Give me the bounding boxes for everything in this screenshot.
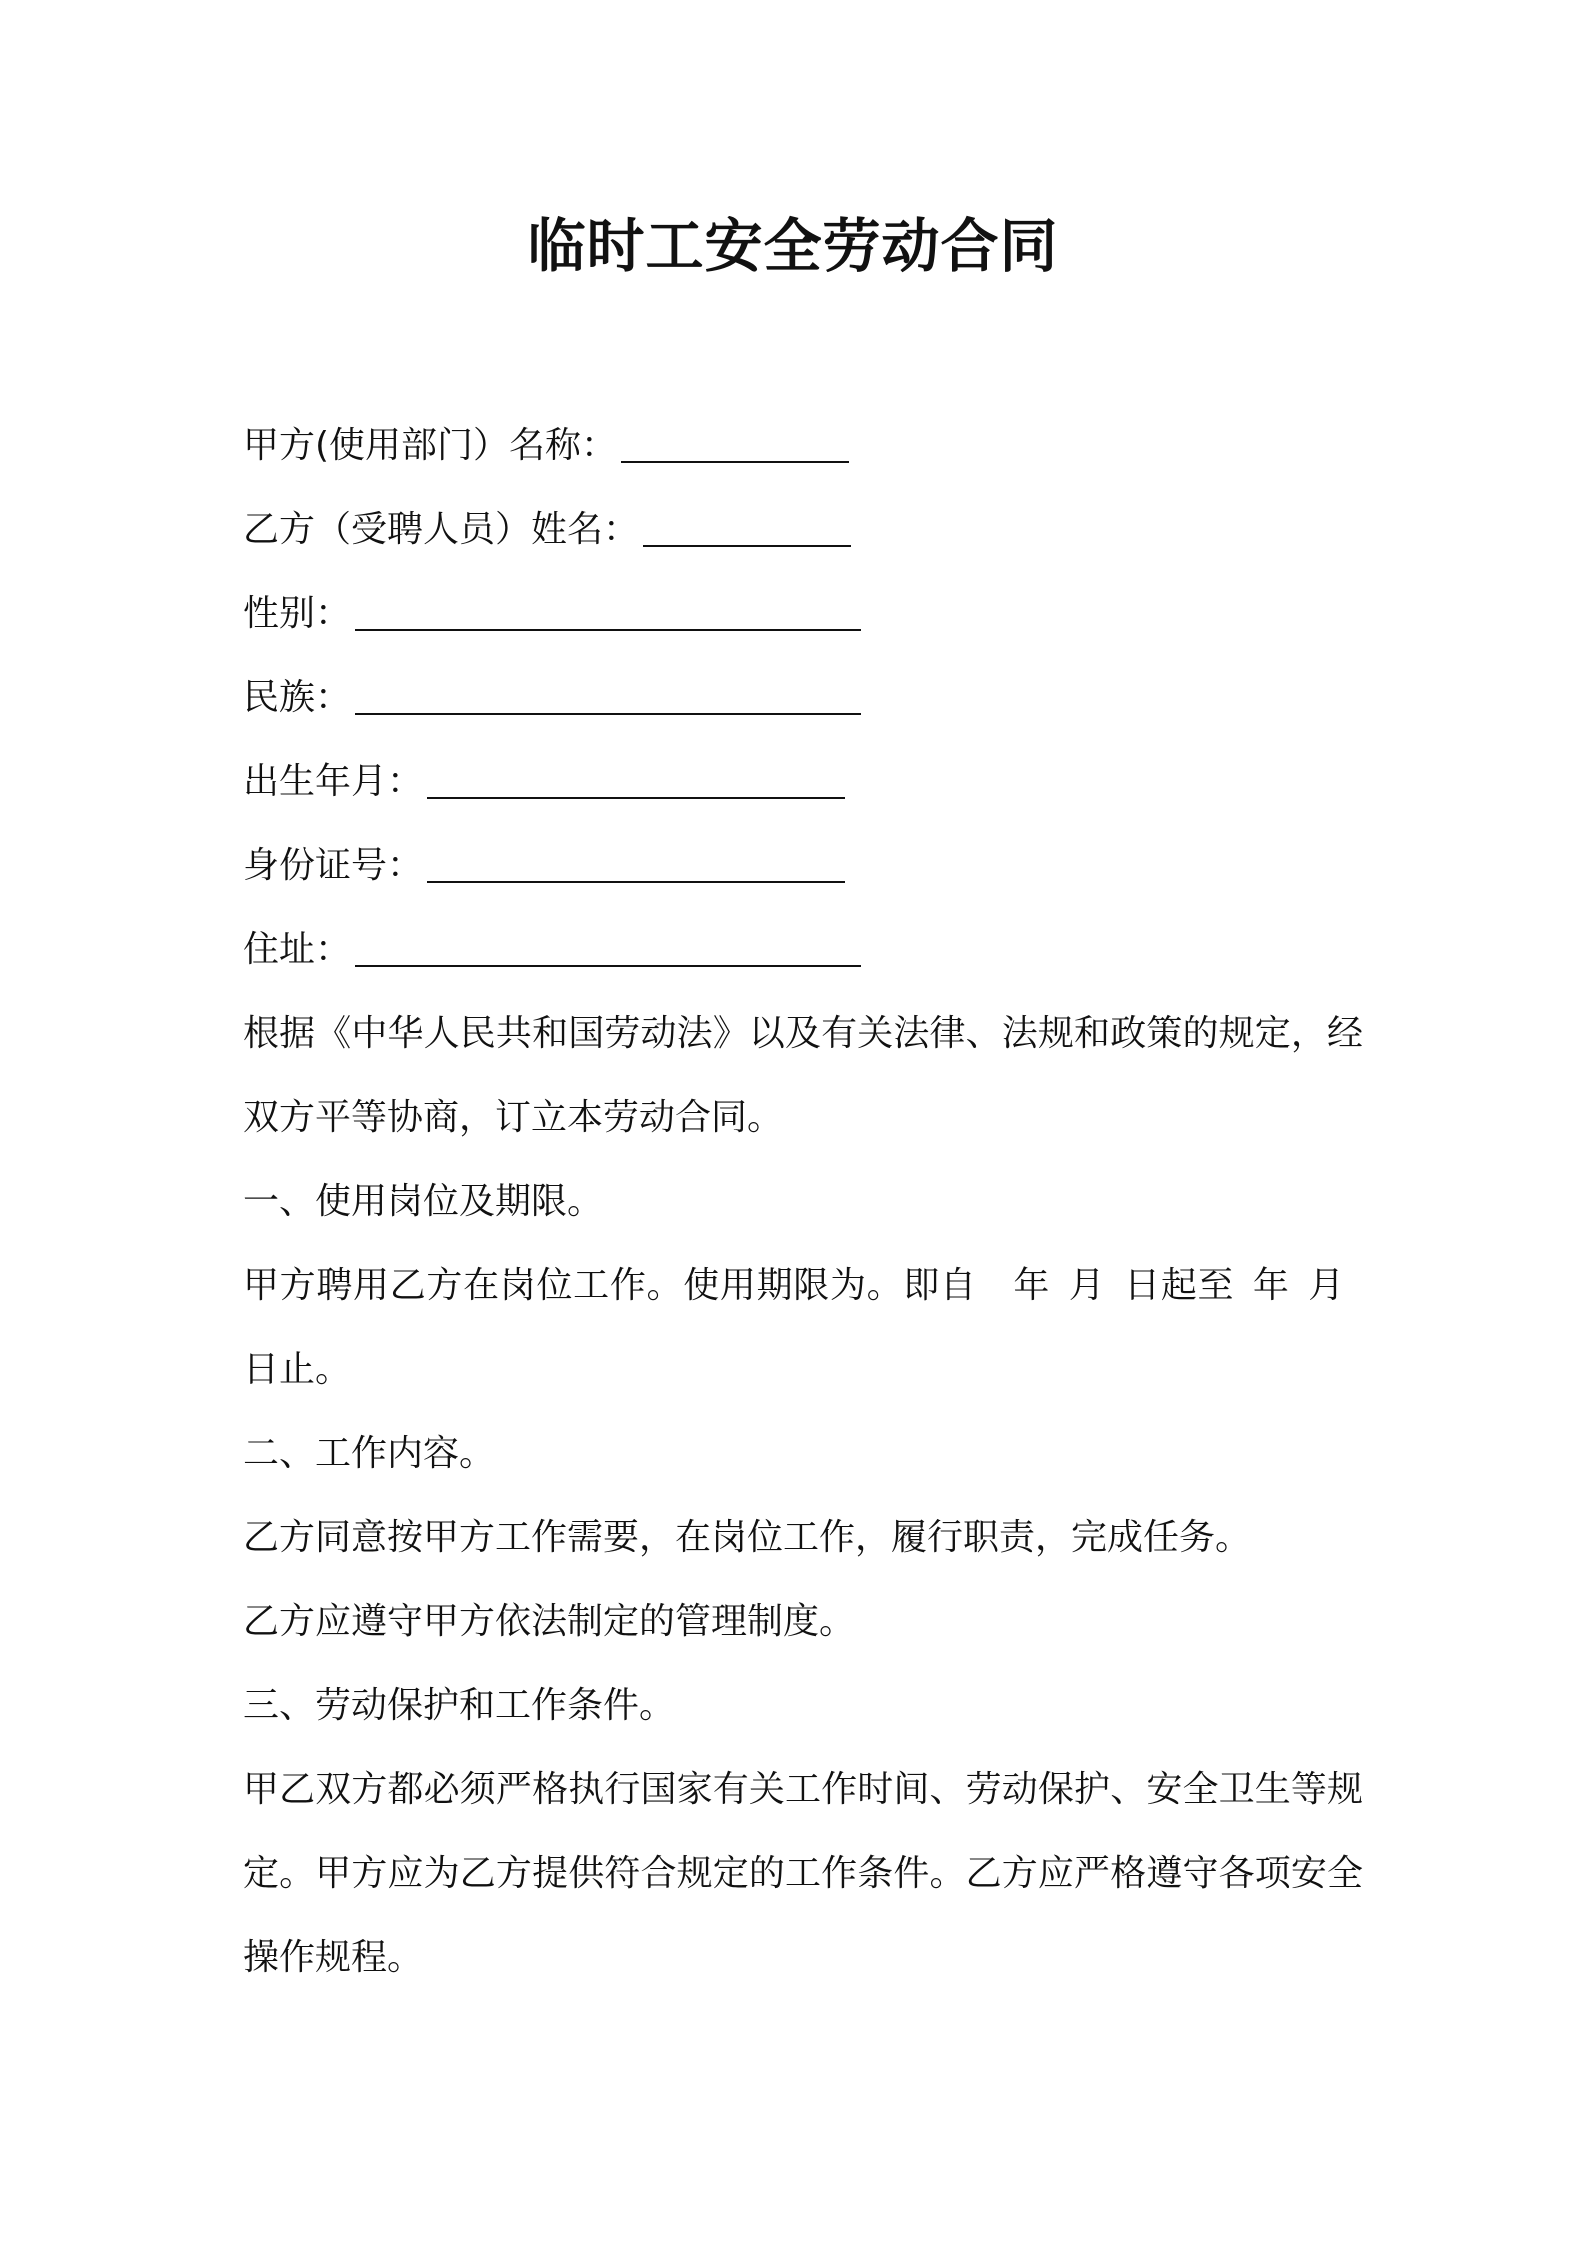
fill-in-blank[interactable] [355,599,861,631]
section-paragraph: 甲乙双方都必须严格执行国家有关工作时间、劳动保护、安全卫生等规定。甲方应为乙方提供符合规定的工作条件。乙方应严格遵守各项安全操作规程。 [243,1769,1363,1978]
field-gender [243,572,1363,656]
field-address [243,908,1363,992]
field-label: 性别： [243,593,352,634]
section-paragraph: 乙方同意按甲方工作需要，在岗位工作，履行职责，完成任务。 [243,1517,1252,1558]
fill-in-blank[interactable] [643,515,851,547]
field-party-a-name [243,404,1363,488]
section-paragraph: 乙方应遵守甲方依法制定的管理制度。 [243,1601,856,1642]
field-label: 住址： [243,929,352,970]
section-heading: 一、使用岗位及期限。 [243,1181,604,1222]
field-birth-date [243,740,1363,824]
field-label: 身份证号： [243,845,424,886]
fill-in-blank[interactable] [355,683,861,715]
field-label: 甲方(使用部门）名称： [243,425,618,466]
document-title: 临时工安全劳动合同 [527,212,1059,280]
field-label: 民族： [243,677,352,718]
field-ethnicity [243,656,1363,740]
field-id-number [243,824,1363,908]
intro-paragraph: 根据《中华人民共和国劳动法》以及有关法律、法规和政策的规定，经双方平等协商，订立本劳动合同。 [243,1013,1363,1138]
fill-in-blank[interactable] [427,851,845,883]
fill-in-blank[interactable] [621,431,849,463]
document-body [243,404,1363,2000]
section-paragraph: 甲方聘用乙方在岗位工作。使用期限为。即自 年 月 日起至 年 月日止。 [243,1265,1345,1390]
field-label: 乙方（受聘人员）姓名： [243,509,640,550]
fill-in-blank[interactable] [427,767,845,799]
fill-in-blank[interactable] [355,935,861,967]
field-label: 出生年月： [243,761,424,802]
section-heading: 二、工作内容。 [243,1433,496,1474]
section-heading: 三、劳动保护和工作条件。 [243,1685,676,1726]
field-party-b-name [243,488,1363,572]
